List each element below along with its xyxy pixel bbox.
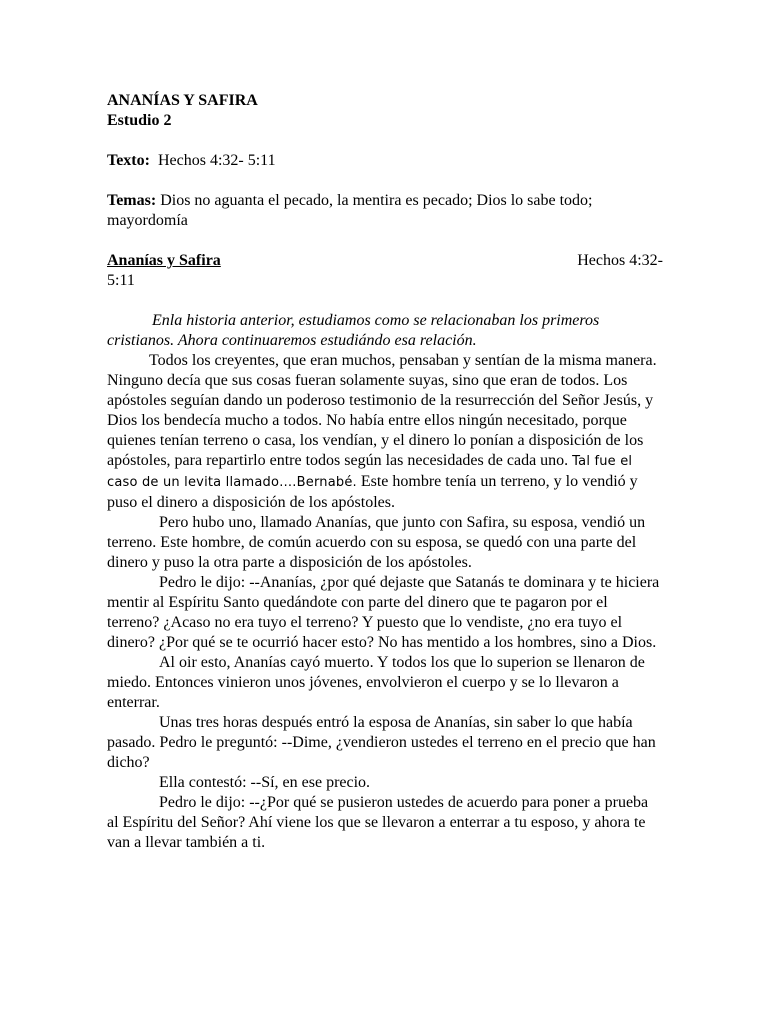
paragraph-6: Ella contestó: --Sí, en ese precio. [159, 774, 371, 791]
handwritten-insert: Tal fue el caso de un levita llamado….Bernabé. [107, 454, 633, 490]
texto-line [107, 151, 663, 171]
paragraph-1 [107, 351, 663, 513]
temas-label: Temas: [107, 192, 157, 209]
section-reference: Hechos 4:32- [577, 252, 663, 269]
texto-label: Texto: [107, 152, 150, 169]
temas-value: Dios no aguanta el pecado, la mentira es pecado; Dios lo sabe todo; mayordomía [107, 192, 593, 229]
document-page [107, 91, 663, 853]
section-reference-wrap: 5:11 [107, 272, 135, 289]
paragraph-3: Pedro le dijo: --Ananías, ¿por qué dejaste que Satanás te dominara y te hiciera mentir al Espíritu Santo quedándote con parte del dinero que te pagaron por el terreno? ¿Acaso no era tuyo el terreno? Y puesto que lo vendiste, ¿no era tuyo el dinero? ¿Por qué se te ocurrió hacer esto? No has mentido a los hombres, sino a Dios. [107, 574, 660, 651]
paragraph-7: Pedro le dijo: --¿Por qué se pusieron ustedes de acuerdo para poner a prueba al Espíritu del Señor? Ahí viene los que se llevaron a enterrar a tu esposo, y ahora te van a llevar también a ti. [107, 794, 649, 851]
intro-paragraph: Enla historia anterior, estudiamos como se relacionaban los primeros cristianos. Ahora continuaremos estudiándo esa relación. [107, 312, 600, 349]
document-title: ANANÍAS Y SAFIRA [107, 92, 258, 109]
paragraph-1-text: Todos los creyentes, que eran muchos, pensaban y sentían de la misma manera. Ninguno decía que sus cosas fueran solamente suyas, sino que eran de todos. Los apóstoles seguían dando un poderoso testimonio de la resurrección del Señor Jesús, y Dios los bendecía mucho a todos. No había entre ellos ningún necesitado, porque quienes tenían terreno o casa, los vendían, y el dinero lo ponían a disposición de los apóstoles, para repartirlo entre todos según las necesidades de cada uno. [107, 352, 657, 469]
document-subtitle: Estudio 2 [107, 112, 172, 129]
section-heading: Ananías y Safira [107, 252, 221, 269]
texto-value: Hechos 4:32- 5:11 [157, 152, 276, 169]
section-heading-row [107, 251, 663, 271]
paragraph-4: Al oir esto, Ananías cayó muerto. Y todos los que lo superion se llenaron de miedo. Entonces vinieron unos jóvenes, envolvieron el cuerpo y se lo llevaron a enterrar. [107, 654, 645, 711]
paragraph-2: Pero hubo uno, llamado Ananías, que junto con Safira, su esposa, vendió un terreno. Este hombre, de común acuerdo con su esposa, se quedó con una parte del dinero y puso la otra parte a disposición de los apóstoles. [107, 514, 646, 571]
paragraph-1-continued: Este hombre tenía un terreno, y lo vendió y puso el dinero a disposición de los apóstoles. [107, 473, 638, 511]
temas-line [107, 191, 663, 231]
paragraph-5: Unas tres horas después entró la esposa de Ananías, sin saber lo que había pasado. Pedro le preguntó: --Dime, ¿vendieron ustedes el terreno en el precio que han dicho? [107, 714, 656, 771]
